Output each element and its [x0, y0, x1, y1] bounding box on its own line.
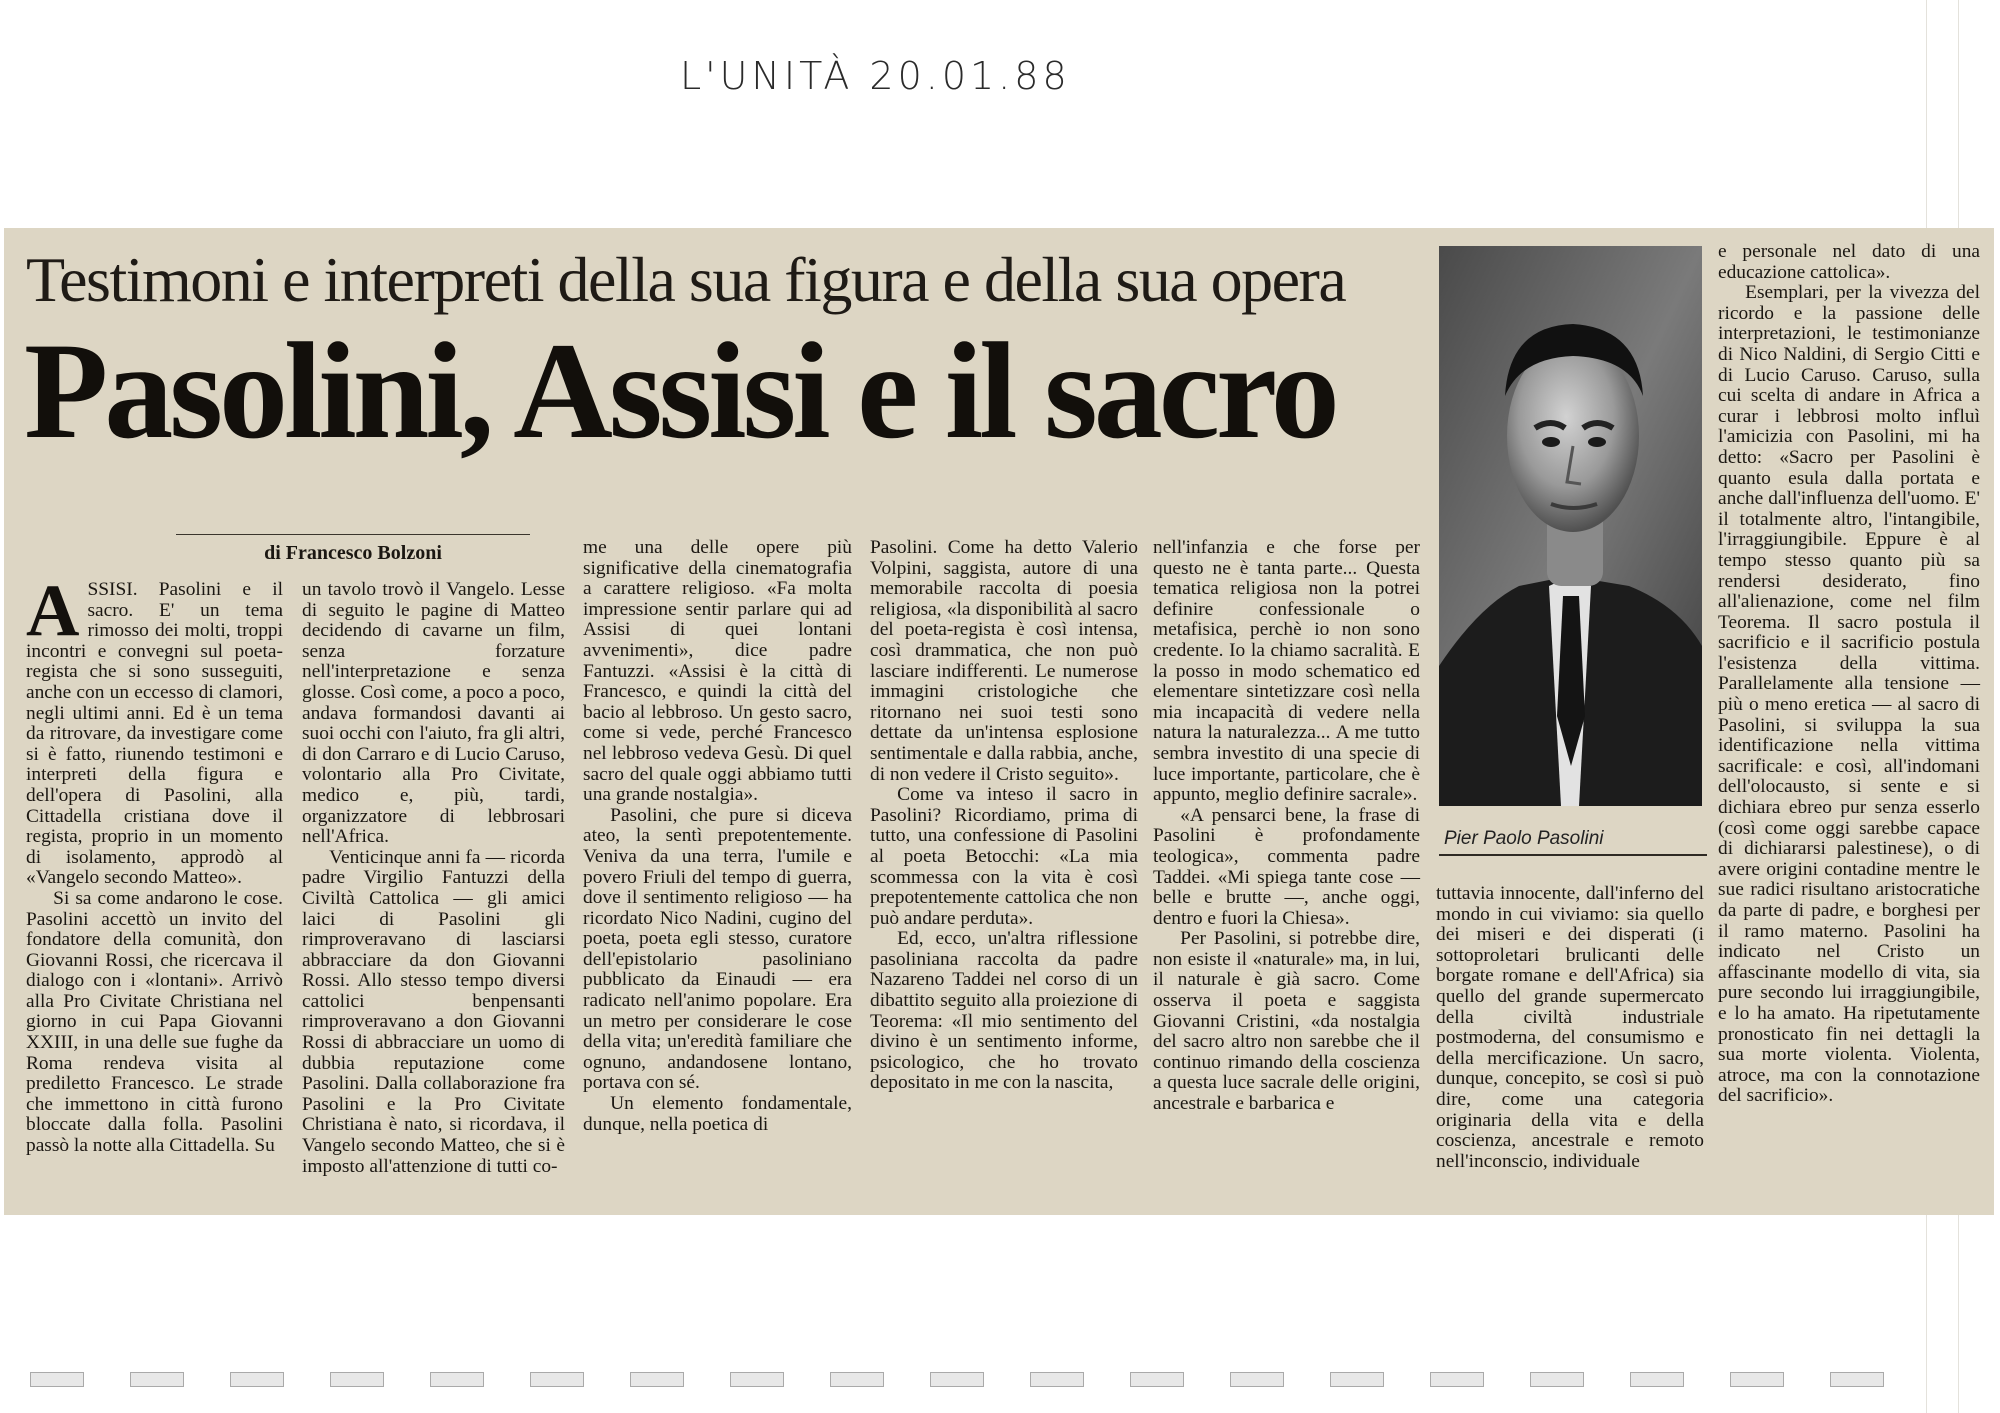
- column-paragraph: tuttavia innocente, dall'inferno del mondo in cui viviamo: sia quello dei miseri e dei disperati (i sottoproletari brulicanti delle borgate romane e dell'Africa) sia quello del grande supermercato della civiltà industriale postmoderna, del consumismo e della mercificazione. Un sacro, dunque, concepito, se così si può dire, come una categoria originaria della vita e della coscienza, ancestrale e remoto nell'inconscio, individuale: [1436, 883, 1704, 1172]
- column-paragraph: Si sa come andarono le cose. Pasolini accettò un invito del fondatore della comunità, don Giovanni Rossi, che ricercava il dialogo con i «lontani». Arrivò alla Pro Civitate Christiana nel giorno in cui Papa Giovanni XXIII, in una delle sue fughe da Roma rendeva visita al prediletto Francesco. Le strade che immettono in città furono bloccate dalla folla. Pasolini passò la notte alla Cittadella. Su: [26, 887, 283, 1157]
- column-paragraph: nell'infanzia e che forse per questo ne è tanta parte... Questa tematica religiosa non la potrei definire confessionale o metafisica, perchè io non sono credente. Io la chiamo sacralità. E la posso in modo schematico ed elementare sintetizzare così nella mia incapacità di vedere nella natura la naturalezza... A me tutto sembra investito di una specie di luce importante, particolare, che è appunto, meglio definire sacrale».: [1153, 537, 1420, 806]
- margin-mark: [1430, 1372, 1484, 1387]
- margin-mark: [430, 1372, 484, 1387]
- column-paragraph: Ed, ecco, un'altra riflessione pasoliniana raccolta da padre Nazareno Taddei nel corso di un dibattito seguito alla proiezione di Teorema: «Il mio sentimento del divino è un sentimento informe, psicologico, che ho trovato depositato in me con la nascita,: [870, 928, 1138, 1094]
- column-paragraph: e personale nel dato di una educazione cattolica».: [1718, 241, 1980, 283]
- scanner-margin-strip: [30, 1372, 1950, 1386]
- column-paragraph: Un elemento fondamentale, dunque, nella poetica di: [583, 1093, 852, 1135]
- column-paragraph: Pasolini, che pure si diceva ateo, la sentì prepotentemente. Veniva da una terra, l'umile e povero Friuli del tempo di guerra, dove il sentimento religioso — ha ricordato Nico Nadini, cugino del poeta, poeta egli stesso, curatore dell'epistolario pasoliniano pubblicato da Einaudi — era radicato nell'animo popolare. Era un metro per considerare le cose della vita; un'eredità familiare che ognuno, andandosene lontano, portava con sé.: [583, 804, 852, 1094]
- margin-mark: [1130, 1372, 1184, 1387]
- margin-mark: [1330, 1372, 1384, 1387]
- column-paragraph: Per Pasolini, si potrebbe dire, non esiste il «naturale» ma, in lui, il naturale è già sacro. Come osserva il poeta e saggista Giovanni Cristini, «da nostalgia del sacro altro non sarebbe che il continuo rimando della coscienza a questa luce sacrale delle origini, ancestrale e barbarica e: [1153, 928, 1420, 1115]
- portrait-photo: [1439, 246, 1702, 806]
- source-note: L'UNITÀ 20.01.88: [680, 54, 1071, 98]
- margin-mark: [730, 1372, 784, 1387]
- column-paragraph: Esemplari, per la vivezza del ricordo e la passione delle interpretazioni, le testimonianze di Nico Naldini, di Sergio Citti e di Lucio Caruso. Caruso, sulla cui scelta di andare in Africa a curar i lebbrosi molto influì l'amicizia con Pasolini, mi ha detto: «Sacro per Pasolini è quanto esula dalla portata e anche dall'influenza dell'uomo. E' il totalmente altro, l'intangibile, l'irraggiungibile. Eppure è al tempo stesso quanto più sa rendersi desiderato, fino all'alienazione, come nel film Teorema. Il sacro postula il sacrificio e il sacrificio postula l'esistenza della vittima. Parallelamente alla tensione — più o meno eretica — al sacro di Pasolini, si sviluppa la sua identificazione nella vittima sacrificale: e così, all'indomani dell'olocausto, si sente e si dichiara ebreo pur senza esserlo (così come oggi sarebbe capace di dichiararsi palestinese), o di avere origini contadine mentre le sue radici risultano aristocratiche da parte di padre, e borghesi per il ramo materno. Pasolini ha indicato nel Cristo un affascinante modello di vita, sia pure secondo lui irraggiungibile, e lo ha amato. Ha ripetutamente pronosticato fin nei dettagli la sua morte violenta. Violenta, atroce, ma con la connotazione del sacrificio».: [1718, 282, 1980, 1107]
- column-paragraph: Pasolini. Come ha detto Valerio Volpini, saggista, autore di una memorabile raccolta di poesia religiosa, «la disponibilità al sacro del poeta-regista è così intensa, così drammatica, che non può lasciare indifferenti. Le numerose immagini cristologiche che ritornano nei suoi testi sono dettate da un'intensa esplosione sentimentale e dalla rabbia, anche, di non vedere il Cristo seguito».: [870, 537, 1138, 785]
- caption-rule: [1439, 854, 1707, 856]
- byline-rule: [176, 534, 530, 535]
- column-paragraph: me una delle opere più significative della cinematografia a carattere religioso. «Fa molta impressione sentir parlare qui ad Assisi di quei lontani avvenimenti», dice padre Fantuzzi. «Assisi è la città di Francesco, e quindi la città del bacio al lebbroso. Un gesto sacro, come si vede, perché Francesco nel lebbroso vedeva Gesù. Di quel sacro del quale oggi abbiamo tutti una grande nostalgia».: [583, 537, 852, 806]
- margin-mark: [230, 1372, 284, 1387]
- margin-mark: [830, 1372, 884, 1387]
- column-paragraph: «A pensarci bene, la frase di Pasolini è profondamente teologica», commenta padre Taddei. «Mi spiega tante cose — belle e brutte —, anche oggi, dentro e fuori la Chiesa».: [1153, 804, 1420, 929]
- article-kicker: Testimoni e interpreti della sua figura e della sua opera: [26, 244, 1346, 315]
- margin-mark: [30, 1372, 84, 1387]
- article-byline: di Francesco Bolzoni: [264, 542, 442, 564]
- photo-caption: Pier Paolo Pasolini: [1444, 828, 1604, 849]
- column-paragraph: Come va inteso il sacro in Pasolini? Ricordiamo, prima di tutto, una confessione di Pasolini al poeta Betocchi: «La mia scommessa con la vita è così prepotentemente cattolica che non può andare perduta».: [870, 784, 1138, 929]
- article-column-5: [1153, 538, 1420, 1115]
- margin-mark: [130, 1372, 184, 1387]
- column-paragraph: Venticinque anni fa — ricorda padre Virgilio Fantuzzi della Civiltà Cattolica — gli amici laici di Pasolini gli rimproveravano di lasciarsi abbracciare da don Giovanni Rossi. Allo stesso tempo diversi cattolici benpensanti rimproveravano a don Giovanni Rossi di abbracciare un uomo di dubbia reputazione come Pasolini. Dalla collaborazione fra Pasolini e la Pro Civitate Christiana è nato, si ricordava, il Vangelo secondo Matteo, che si è imposto all'attenzione di tutti co-: [302, 846, 565, 1177]
- drop-cap: A: [26, 570, 80, 652]
- margin-mark: [630, 1372, 684, 1387]
- article-column-3: [583, 538, 852, 1135]
- column-paragraph: un tavolo trovò il Vangelo. Lesse di seguito le pagine di Matteo decidendo di cavarne un film, senza forzature nell'interpretazione e senza glosse. Così come, a poco a poco, andava formandosi davanti ai suoi occhi con l'aiuto, fra gli altri, di don Carraro e di Lucio Caruso, volontario alla Pro Civitate, medico e, più, tardi, organizzatore di lebbrosari nell'Africa.: [302, 579, 565, 848]
- newspaper-clipping: [4, 228, 1994, 1215]
- article-column-1: [26, 570, 283, 1157]
- margin-mark: [530, 1372, 584, 1387]
- margin-mark: [330, 1372, 384, 1387]
- margin-mark: [930, 1372, 984, 1387]
- margin-mark: [1530, 1372, 1584, 1387]
- article-column-6: [1436, 884, 1704, 1172]
- margin-mark: [1830, 1372, 1884, 1387]
- article-column-2: [302, 580, 565, 1177]
- margin-mark: [1630, 1372, 1684, 1387]
- article-column-4: [870, 538, 1138, 1094]
- article-headline: Pasolini, Assisi e il sacro: [24, 314, 1336, 467]
- column-paragraph: ASSISI. Pasolini e il sacro. E' un tema rimosso dei molti, troppi incontri e convegni sul poeta-regista che si sono susseguiti, anche con un eccesso di clamori, negli ultimi anni. Ed è un tema da ritrovare, da investigare come si è fatto, riunendo testimoni e interpreti della figura e dell'opera di Pasolini, alla Cittadella cristiana dove il regista, proprio in un momento di isolamento, approdò al «Vangelo secondo Matteo».: [26, 570, 283, 889]
- margin-mark: [1030, 1372, 1084, 1387]
- margin-mark: [1230, 1372, 1284, 1387]
- margin-mark: [1730, 1372, 1784, 1387]
- article-column-7: [1718, 242, 1980, 1107]
